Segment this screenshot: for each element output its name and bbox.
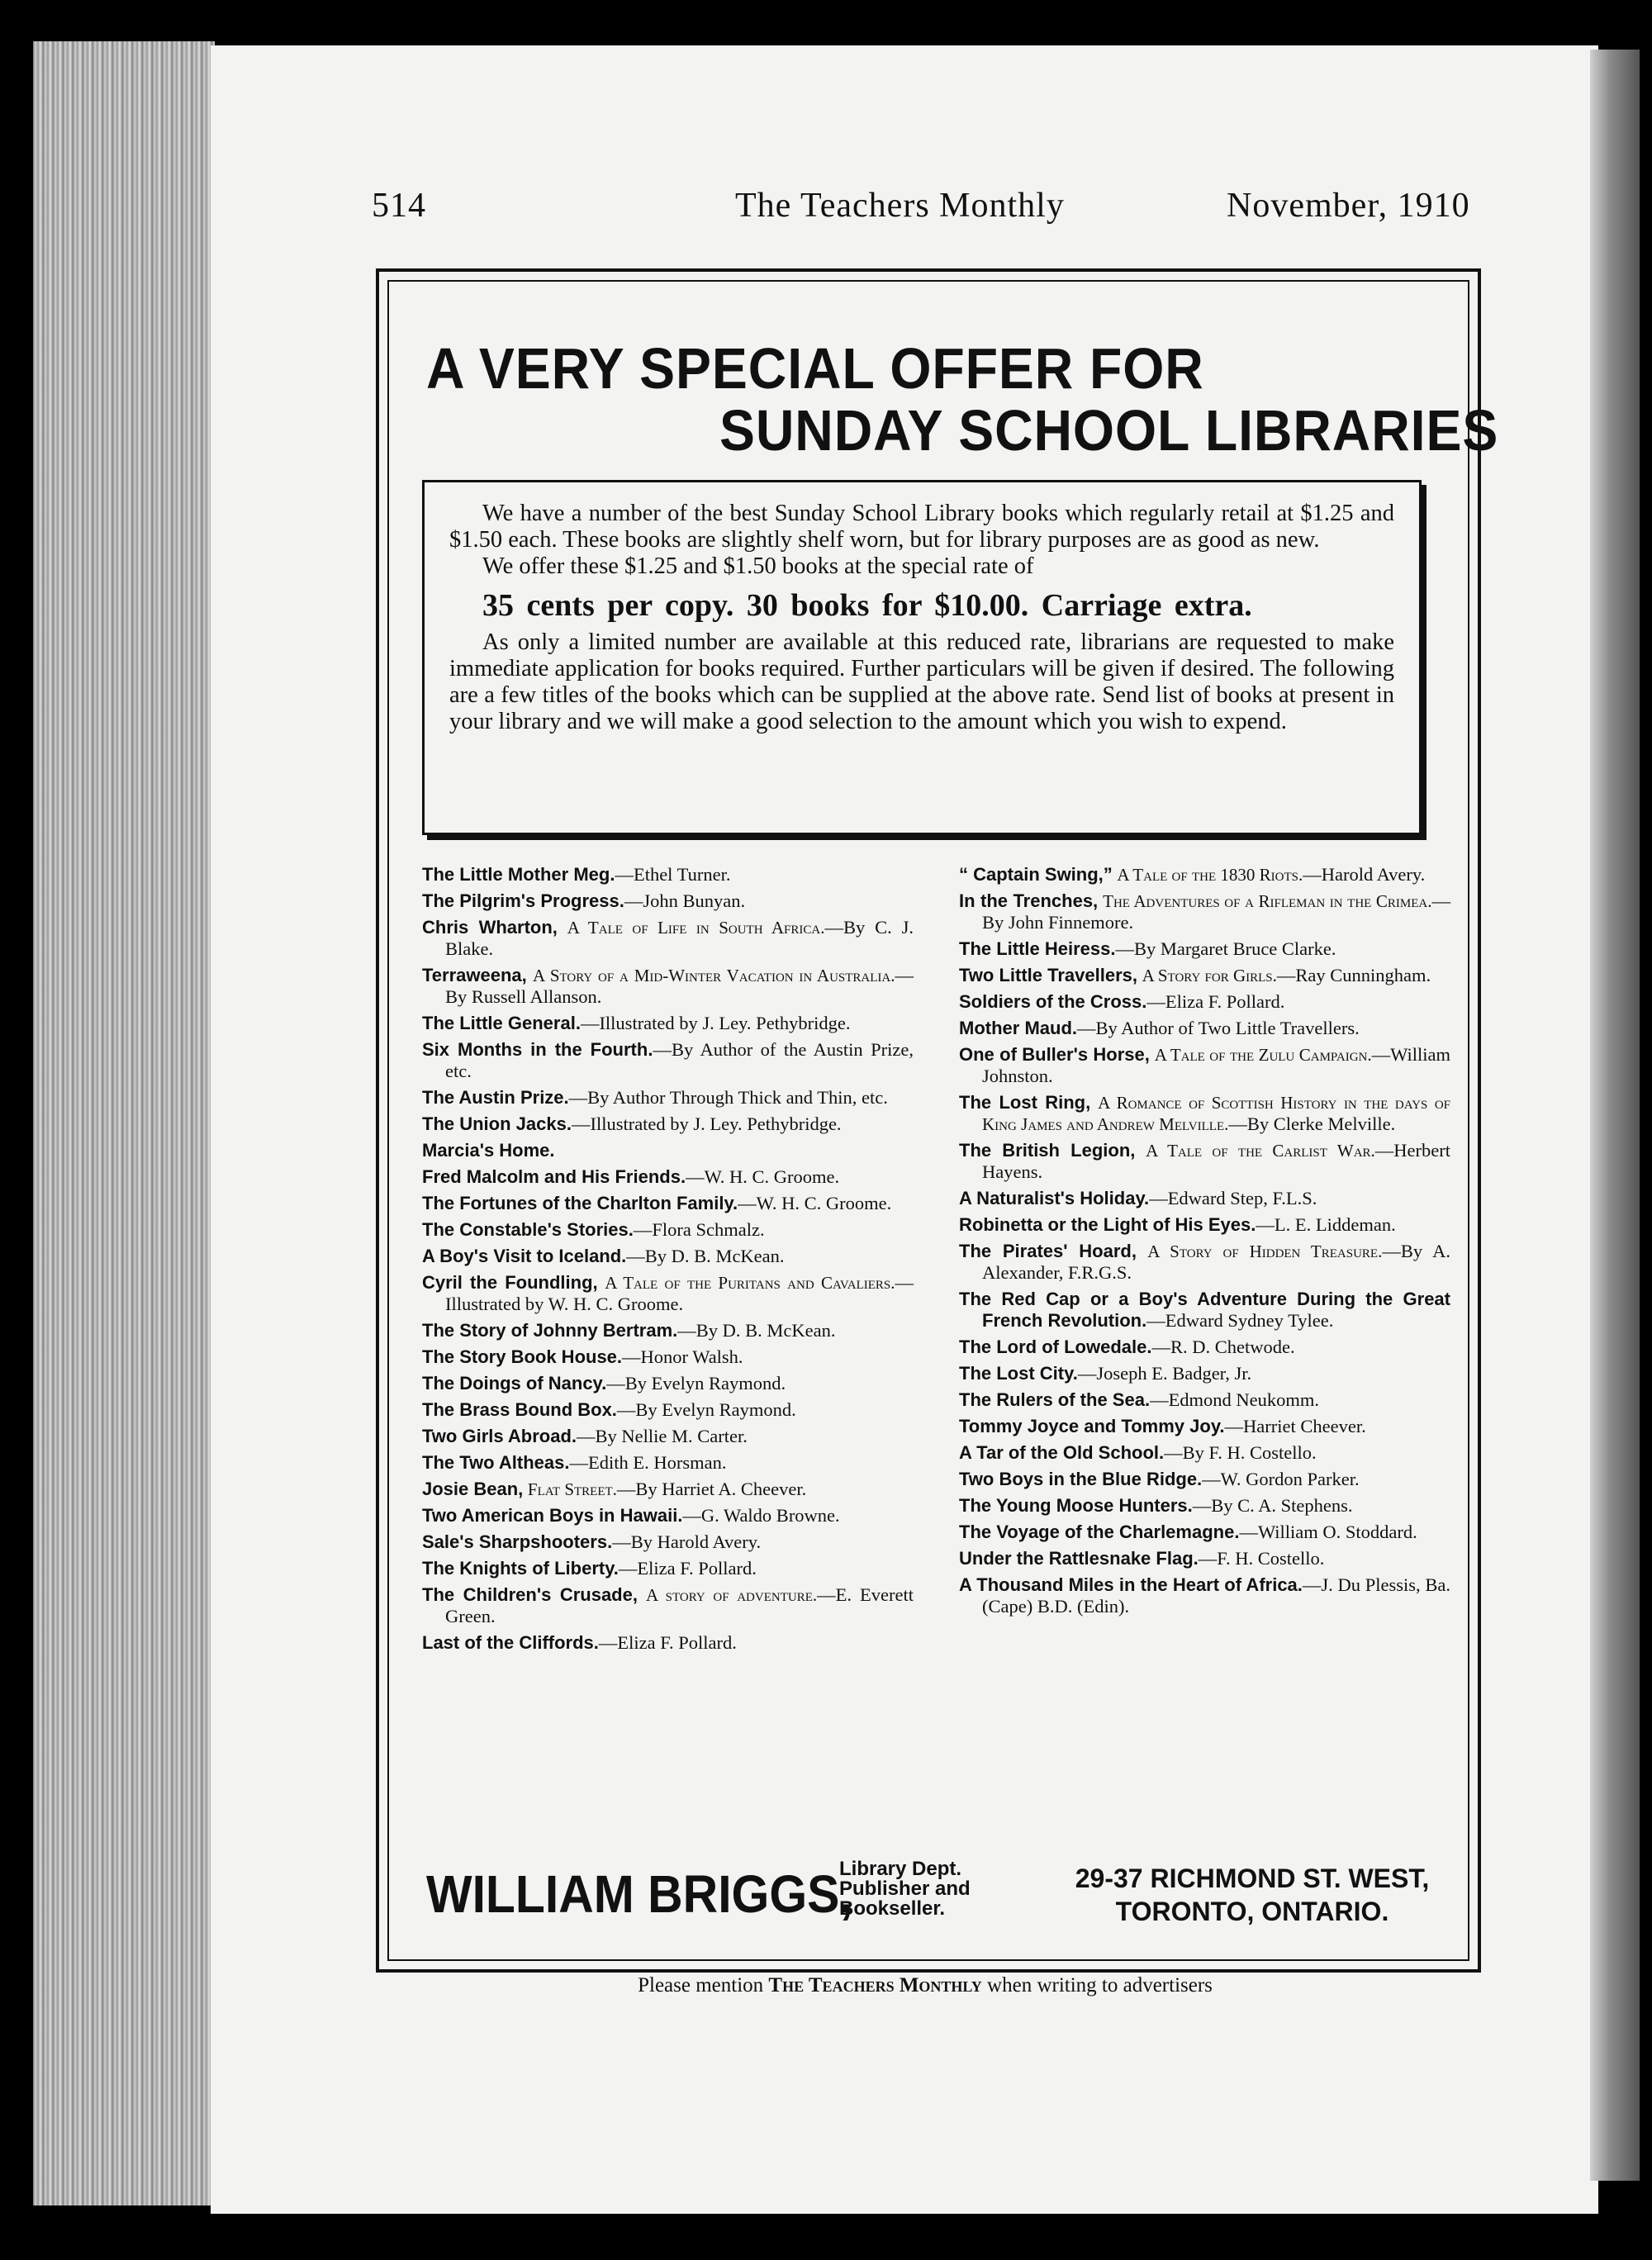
book-title: Josie Bean,	[422, 1479, 524, 1499]
book-author: —G. Waldo Browne.	[682, 1505, 840, 1526]
book-title: The Constable's Stories.	[422, 1219, 634, 1240]
book-entry	[422, 965, 914, 1008]
book-author: —L. E. Liddeman.	[1256, 1214, 1396, 1235]
book-author: —By F. H. Costello.	[1164, 1442, 1317, 1463]
book-title: Marcia's Home.	[422, 1140, 555, 1161]
book-entry	[959, 1522, 1450, 1543]
book-author: —Harold Avery.	[1303, 864, 1426, 885]
journal-title: The Teachers Monthly	[735, 187, 1065, 225]
book-author: —Ray Cunningham.	[1276, 965, 1431, 985]
book-title: The Knights of Liberty.	[422, 1558, 619, 1579]
footer-note-before: Please mention	[638, 1974, 764, 1996]
book-author: —By Harold Avery.	[612, 1531, 762, 1552]
book-subtitle: A Story of a Mid-Winter Vacation in Australia.	[532, 966, 895, 985]
book-subtitle: A Story for Girls.	[1142, 966, 1277, 985]
book-entry	[959, 890, 1450, 933]
book-title: Tommy Joyce and Tommy Joy.	[959, 1416, 1225, 1436]
headline-line-2: SUNDAY SCHOOL LIBRARIES	[719, 398, 1499, 463]
book-author: —R. D. Chetwode.	[1151, 1337, 1295, 1357]
book-entry	[959, 1289, 1450, 1332]
book-entry	[422, 1219, 914, 1241]
book-entry	[422, 1140, 914, 1161]
book-author: —Ethel Turner.	[615, 864, 731, 885]
book-author: —By Author Through Thick and Thin, etc.	[568, 1087, 888, 1108]
book-author: —W. Gordon Parker.	[1202, 1469, 1360, 1489]
book-title: The Brass Bound Box.	[422, 1399, 617, 1420]
book-entry	[422, 1505, 914, 1526]
book-list-right	[959, 864, 1450, 1622]
publisher-department	[839, 1859, 971, 1919]
book-title: The Story of Johnny Bertram.	[422, 1320, 678, 1341]
price-line: 35 cents per copy. 30 books for $10.00. Carriage extra.	[482, 588, 1252, 623]
book-author: —W. H. C. Groome.	[738, 1193, 892, 1213]
book-entry	[422, 890, 914, 912]
book-entry	[422, 1013, 914, 1034]
book-entry	[959, 1416, 1450, 1437]
book-author: —F. H. Costello.	[1198, 1548, 1325, 1569]
book-author: —Flora Schmalz.	[633, 1219, 765, 1240]
book-author: —E. Everett Green.	[445, 1584, 914, 1626]
book-author: —Eliza F. Pollard.	[1146, 991, 1285, 1012]
book-entry	[959, 938, 1450, 960]
book-title: Terraweena,	[422, 965, 527, 985]
book-entry	[422, 1632, 914, 1654]
department-line-1: Library Dept.	[839, 1858, 962, 1880]
advertisement-inner-frame	[387, 280, 1499, 1961]
book-title: The British Legion,	[959, 1140, 1136, 1161]
book-author: —By Evelyn Raymond.	[606, 1373, 786, 1394]
book-subtitle: A Story of Hidden Treasure.	[1147, 1242, 1383, 1261]
book-author: —By D. B. McKean.	[626, 1246, 785, 1266]
book-subtitle: Flat Street.	[527, 1479, 617, 1499]
book-author: —By Nellie M. Carter.	[577, 1426, 748, 1446]
book-author: —By Author of the Austin Prize, etc.	[445, 1039, 914, 1081]
book-title: The Pilgrim's Progress.	[422, 890, 624, 911]
book-author: —By John Finnemore.	[982, 890, 1451, 933]
book-title: The Pirates' Hoard,	[959, 1241, 1137, 1261]
book-author: —W. H. C. Groome.	[686, 1166, 840, 1187]
offer-paragraph-2: We offer these $1.25 and $1.50 books at the special rate of	[482, 553, 1034, 579]
book-entry	[422, 1193, 914, 1214]
book-title: The Young Moose Hunters.	[959, 1495, 1193, 1516]
footer-note-after: when writing to advertisers	[987, 1974, 1213, 1996]
book-author: —Honor Walsh.	[622, 1346, 743, 1367]
book-entry	[959, 1548, 1450, 1569]
book-entry	[959, 1241, 1450, 1284]
book-title: The Story Book House.	[422, 1346, 623, 1367]
offer-paragraph-1: We have a number of the best Sunday School Library books which regularly retail at $1.25 and $1.50 each. These books are slightly shelf worn, but for library purposes are as good as new.	[449, 501, 1394, 553]
book-entry	[422, 917, 914, 960]
book-author: —Eliza F. Pollard.	[618, 1558, 757, 1579]
book-title: Six Months in the Fourth.	[422, 1039, 653, 1060]
book-author: —Edmond Neukomm.	[1150, 1389, 1320, 1410]
book-entry	[422, 1113, 914, 1135]
book-entry	[422, 1479, 914, 1500]
footer-note	[496, 1974, 1355, 1997]
book-title: Cyril the Foundling,	[422, 1272, 598, 1293]
book-entry	[959, 1442, 1450, 1464]
book-title: The Voyage of the Charlemagne.	[959, 1522, 1240, 1542]
book-author: —Joseph E. Badger, Jr.	[1077, 1363, 1252, 1384]
book-entry	[959, 1337, 1450, 1358]
book-entry	[959, 1469, 1450, 1490]
book-author: —John Bunyan.	[624, 890, 746, 911]
book-title: One of Buller's Horse,	[959, 1044, 1150, 1065]
book-title: Two Girls Abroad.	[422, 1426, 577, 1446]
book-entry	[959, 1574, 1450, 1617]
book-title: The Rulers of the Sea.	[959, 1389, 1151, 1410]
book-entry	[422, 864, 914, 885]
book-entry	[422, 1531, 914, 1553]
book-author: —By Author of Two Little Travellers.	[1077, 1018, 1360, 1038]
book-author: —William Johnston.	[982, 1044, 1450, 1086]
book-author: —Illustrated by J. Ley. Pethybridge.	[571, 1113, 842, 1134]
book-title: The Lost Ring,	[959, 1092, 1091, 1113]
footer-note-journal: The Teachers Monthly	[768, 1974, 982, 1996]
book-entry	[959, 1214, 1450, 1236]
book-entry	[422, 1584, 914, 1627]
book-entry	[959, 1389, 1450, 1411]
book-subtitle: A Tale of Life in South Africa.	[567, 918, 825, 938]
book-subtitle: A Tale of the Puritans and Cavaliers.	[605, 1273, 895, 1293]
book-author: —Eliza F. Pollard.	[598, 1632, 737, 1653]
book-entry	[959, 864, 1450, 885]
book-author: —Illustrated by W. H. C. Groome.	[445, 1272, 914, 1314]
book-title: Sale's Sharpshooters.	[422, 1531, 613, 1552]
book-author: —Edward Sydney Tylee.	[1146, 1310, 1334, 1331]
book-title: Under the Rattlesnake Flag.	[959, 1548, 1199, 1569]
book-author: —By Russell Allanson.	[445, 965, 914, 1007]
book-author: —By Harriet A. Cheever.	[616, 1479, 807, 1499]
book-author: —Illustrated by J. Ley. Pethybridge.	[580, 1013, 851, 1033]
book-title: The Little Heiress.	[959, 938, 1116, 959]
book-title: The Little Mother Meg.	[422, 864, 615, 885]
book-entry	[422, 1272, 914, 1315]
advertisement	[376, 268, 1499, 1973]
book-author: —William O. Stoddard.	[1239, 1522, 1417, 1542]
book-entry	[959, 1188, 1450, 1209]
department-line-2: Publisher and	[839, 1878, 971, 1900]
book-subtitle: A Tale of the Zulu Campaign.	[1154, 1045, 1372, 1065]
book-title: Soldiers of the Cross.	[959, 991, 1147, 1012]
book-title: Robinetta or the Light of His Eyes.	[959, 1214, 1256, 1235]
book-subtitle: A Romance of Scottish History in the days of King James and Andrew Melville.	[982, 1093, 1451, 1134]
book-entry	[422, 1087, 914, 1109]
publisher-address	[1054, 1862, 1450, 1928]
book-title: In the Trenches,	[959, 890, 1099, 911]
book-entry	[422, 1558, 914, 1579]
book-title: The Doings of Nancy.	[422, 1373, 607, 1394]
book-title: The Little General.	[422, 1013, 581, 1033]
book-entry	[959, 991, 1450, 1013]
book-entry	[422, 1039, 914, 1082]
book-entry	[959, 1495, 1450, 1517]
book-entry	[422, 1452, 914, 1474]
book-title: Fred Malcolm and His Friends.	[422, 1166, 686, 1187]
book-entry	[422, 1166, 914, 1188]
book-title: Two Little Travellers,	[959, 965, 1137, 985]
book-entry	[422, 1426, 914, 1447]
book-title: “ Captain Swing,”	[959, 864, 1113, 885]
book-title: The Children's Crusade,	[422, 1584, 638, 1605]
book-title: A Tar of the Old School.	[959, 1442, 1165, 1463]
book-author: —By Margaret Bruce Clarke.	[1115, 938, 1336, 959]
book-entry	[959, 1140, 1450, 1183]
book-subtitle: A Tale of the Carlist War.	[1146, 1141, 1375, 1161]
book-author: —By Evelyn Raymond.	[616, 1399, 796, 1420]
publisher-name: WILLIAM BRIGGS,	[426, 1864, 853, 1924]
issue-date: November, 1910	[1227, 187, 1470, 225]
book-title: The Austin Prize.	[422, 1087, 569, 1108]
book-title: Two American Boys in Hawaii.	[422, 1505, 683, 1526]
book-author: —By C. J. Blake.	[445, 917, 914, 959]
book-author: —By C. A. Stephens.	[1192, 1495, 1353, 1516]
book-entry	[959, 1363, 1450, 1384]
book-entry	[959, 965, 1450, 986]
book-title: A Thousand Miles in the Heart of Africa.	[959, 1574, 1303, 1595]
department-line-3: Bookseller.	[839, 1897, 946, 1920]
book-subtitle: A Tale of the 1830 Riots.	[1117, 865, 1303, 885]
book-entry	[959, 1044, 1450, 1087]
book-author: —Herbert Hayens.	[982, 1140, 1451, 1182]
book-author: —By Clerke Melville.	[1228, 1113, 1396, 1134]
book-title: The Red Cap or a Boy's Adventure During the Great French Revolution.	[959, 1289, 1450, 1331]
book-author: —By A. Alexander, F.R.G.S.	[982, 1241, 1451, 1283]
book-entry	[422, 1346, 914, 1368]
book-right-edge	[1590, 50, 1640, 2181]
book-entry	[959, 1092, 1450, 1135]
page-number: 514	[372, 187, 426, 225]
book-entry	[959, 1018, 1450, 1039]
book-author: —Harriet Cheever.	[1224, 1416, 1366, 1436]
book-author: —Edith E. Horsman.	[569, 1452, 727, 1473]
book-title: Chris Wharton,	[422, 917, 558, 938]
book-title: The Lost City.	[959, 1363, 1078, 1384]
offer-box	[422, 480, 1422, 835]
book-title: Two Boys in the Blue Ridge.	[959, 1469, 1203, 1489]
book-entry	[422, 1399, 914, 1421]
address-line-2: TORONTO, ONTARIO.	[1115, 1897, 1389, 1926]
book-author: —Edward Step, F.L.S.	[1149, 1188, 1317, 1208]
book-title: Mother Maud.	[959, 1018, 1077, 1038]
book-author: —By D. B. McKean.	[677, 1320, 836, 1341]
book-entry	[422, 1373, 914, 1394]
book-title: Last of the Cliffords.	[422, 1632, 599, 1653]
book-subtitle: A story of adventure.	[646, 1585, 818, 1605]
book-title: The Fortunes of the Charlton Family.	[422, 1193, 738, 1213]
book-title: The Lord of Lowedale.	[959, 1337, 1152, 1357]
book-author: —J. Du Plessis, Ba. (Cape) B.D. (Edin).	[982, 1574, 1450, 1617]
book-entry	[422, 1246, 914, 1267]
book-title: The Union Jacks.	[422, 1113, 572, 1134]
book-title: A Boy's Visit to Iceland.	[422, 1246, 627, 1266]
book-list-left	[422, 864, 914, 1659]
book-title: The Two Altheas.	[422, 1452, 570, 1473]
book-title: A Naturalist's Holiday.	[959, 1188, 1150, 1208]
address-line-1: 29-37 RICHMOND ST. WEST,	[1075, 1864, 1430, 1893]
offer-paragraph-3: As only a limited number are available at this reduced rate, librarians are requested to make immediate application for books required. Further particulars will be given if desired. The following are a few titles of the books which can be supplied at the above rate. Send list of books at present in your library and we will make a good selection to the amount which you wish to expend.	[449, 629, 1394, 734]
book-page-edges	[33, 41, 215, 2205]
headline-line-1: A VERY SPECIAL OFFER FOR	[426, 336, 1204, 401]
book-entry	[422, 1320, 914, 1341]
book-subtitle: The Adventures of a Rifleman in the Crimea.	[1103, 891, 1432, 911]
